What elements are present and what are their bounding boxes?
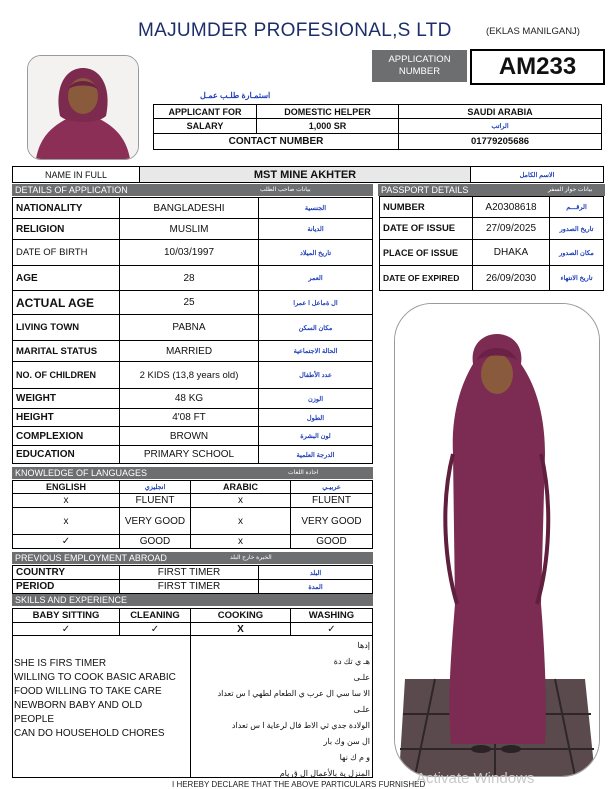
- employment-header-label: PREVIOUS EMPLOYMENT ABROAD: [15, 553, 167, 563]
- education-arabic: الدرجة العلمية: [259, 446, 373, 464]
- living-town-arabic: مكان السكن: [259, 315, 373, 341]
- nationality-arabic: الجنسية: [259, 198, 373, 219]
- nationality-value: BANGLADESHI: [120, 198, 259, 219]
- details-row: [13, 240, 373, 266]
- details-row: [13, 427, 373, 446]
- complexion-label: COMPLEXION: [13, 427, 120, 446]
- name-arabic: الاسم الكامل: [471, 167, 604, 183]
- arabic-verygood-level: VERY GOOD: [291, 508, 373, 535]
- application-number-label: [372, 50, 467, 82]
- country-arabic: البلد: [259, 566, 373, 580]
- english-good-level: GOOD: [120, 535, 191, 549]
- issue-date-arabic: تاريخ الصدور: [550, 218, 604, 240]
- remark-line: SHE IS FIRS TIMER: [14, 658, 107, 669]
- religion-arabic: الديانة: [259, 219, 373, 240]
- details-row: [13, 389, 373, 409]
- details-row: [13, 266, 373, 291]
- nationality-label: NATIONALITY: [13, 198, 120, 219]
- passport-header-label: PASSPORT DETAILS: [381, 185, 469, 195]
- english-heading: ENGLISH: [13, 481, 120, 494]
- details-row: [13, 219, 373, 240]
- arabic-remark-line: إدها: [357, 641, 370, 650]
- children-label: NO. OF CHILDREN: [13, 362, 120, 389]
- applicant-photo-portrait: [27, 55, 139, 160]
- religion-value: MUSLIM: [120, 219, 259, 240]
- english-fluent-level: FLUENT: [120, 494, 191, 508]
- language-row: [13, 535, 373, 549]
- english-heading-arabic: انجليزي: [120, 481, 191, 494]
- applicant-name: MST MINE AKHTER: [140, 167, 471, 183]
- remark-line: WILLING TO COOK BASIC ARABIC: [14, 672, 176, 683]
- details-row: [13, 362, 373, 389]
- skill-cleaning-label: CLEANING: [120, 609, 191, 623]
- arabic-fluent-level: FLUENT: [291, 494, 373, 508]
- details-row: [13, 315, 373, 341]
- marital-status-value: MARRIED: [120, 341, 259, 362]
- arabic-verygood-mark: x: [191, 508, 291, 535]
- contact-value: 01779205686: [399, 134, 602, 150]
- salary-value: 1,000 SR: [257, 119, 399, 134]
- children-arabic: عدد الأطفال: [259, 362, 373, 389]
- salary-label: SALARY: [154, 119, 257, 134]
- applicant-for-value: DOMESTIC HELPER: [257, 105, 399, 119]
- language-row: [13, 494, 373, 508]
- arabic-form-title: استمـارة طلـب عمـل: [200, 91, 271, 100]
- height-arabic: الطول: [259, 409, 373, 427]
- arabic-remark-line: ال سن وك بار: [323, 737, 370, 746]
- language-row: [13, 508, 373, 535]
- details-table: [12, 197, 373, 464]
- age-value: 28: [120, 266, 259, 291]
- skill-baby-sitting-mark: ✓: [13, 623, 120, 636]
- living-town-label: LIVING TOWN: [13, 315, 120, 341]
- actual-age-label: ACTUAL AGE: [13, 291, 120, 315]
- remark-line: NEWBORN BABY AND OLD: [14, 700, 143, 711]
- arabic-remark-line: علـى: [353, 673, 370, 682]
- issue-place-label: PLACE OF ISSUE: [380, 240, 473, 266]
- application-number-value: AM233: [470, 49, 605, 85]
- skill-washing-mark: ✓: [291, 623, 373, 636]
- company-name: MAJUMDER PROFESIONAL,S LTD: [138, 20, 452, 41]
- passport-header-arabic: بيانات جواز السفر: [548, 187, 593, 193]
- age-label: AGE: [13, 266, 120, 291]
- application-label-line1: APPLICATION: [388, 54, 451, 65]
- country-value: FIRST TIMER: [120, 566, 259, 580]
- english-good-mark: ✓: [13, 535, 120, 549]
- languages-header-label: KNOWLEDGE OF LANGUAGES: [15, 468, 148, 478]
- arabic-heading-arabic: عربيـي: [291, 481, 373, 494]
- issue-place-arabic: مكان الصدور: [550, 240, 604, 266]
- dob-value: 10/03/1997: [120, 240, 259, 266]
- portrait-image: [28, 56, 138, 159]
- height-label: HEIGHT: [13, 409, 120, 427]
- dob-arabic: تاريخ الميلاد: [259, 240, 373, 266]
- passport-header: [378, 184, 605, 196]
- height-value: 4'08 FT: [120, 409, 259, 427]
- skill-cooking-mark: X: [191, 623, 291, 636]
- children-value: 2 KIDS (13,8 years old): [120, 362, 259, 389]
- age-arabic: العمر: [259, 266, 373, 291]
- languages-table: [12, 480, 373, 549]
- expiry-date-value: 26/09/2030: [473, 266, 550, 291]
- details-row: [13, 198, 373, 219]
- name-label: NAME IN FULL: [13, 167, 140, 183]
- destination-country: SAUDI ARABIA: [399, 105, 602, 119]
- details-header: [12, 184, 373, 196]
- employment-header: [12, 552, 373, 564]
- education-value: PRIMARY SCHOOL: [120, 446, 259, 464]
- remarks-arabic: [200, 638, 370, 782]
- living-town-value: PABNA: [120, 315, 259, 341]
- actual-age-value: 25: [120, 291, 259, 315]
- arabic-heading: ARABIC: [191, 481, 291, 494]
- skill-cooking-label: COOKING: [191, 609, 291, 623]
- period-value: FIRST TIMER: [120, 580, 259, 594]
- remarks-english: [14, 657, 194, 741]
- issue-date-label: DATE OF ISSUE: [380, 218, 473, 240]
- english-fluent-mark: x: [13, 494, 120, 508]
- name-table: [12, 166, 604, 183]
- details-row: [13, 341, 373, 362]
- issue-date-value: 27/09/2025: [473, 218, 550, 240]
- applicant-for-label: APPLICANT FOR: [154, 105, 257, 119]
- arabic-remark-line: هـ ي تك دة: [333, 657, 370, 666]
- passport-number-label: NUMBER: [380, 197, 473, 218]
- employment-table: [12, 565, 373, 594]
- marital-status-arabic: الحالة الاجتماعية: [259, 341, 373, 362]
- period-label: PERIOD: [13, 580, 120, 594]
- contact-label: CONTACT NUMBER: [154, 134, 399, 150]
- weight-label: WEIGHT: [13, 389, 120, 409]
- actual-age-arabic: ال ةماعل ا عمرا: [259, 291, 373, 315]
- passport-table: [379, 196, 604, 291]
- arabic-remark-line: الولادة جدي ثي الاط فال لرعاية ا س تعداد: [231, 721, 370, 730]
- expiry-date-arabic: تاريخ الانتهاء: [550, 266, 604, 291]
- arabic-remark-line: الا سا سي ال عرب ي الطعام لطهي ا س تعداد: [217, 689, 370, 698]
- arabic-fluent-mark: x: [191, 494, 291, 508]
- job-info-table: [153, 104, 602, 150]
- skill-baby-sitting-label: BABY SITTING: [13, 609, 120, 623]
- country-label: COUNTRY: [13, 566, 120, 580]
- religion-label: RELIGION: [13, 219, 120, 240]
- passport-number-arabic: الرقـــم: [550, 197, 604, 218]
- expiry-date-label: DATE OF EXPIRED: [380, 266, 473, 291]
- skill-cleaning-mark: ✓: [120, 623, 191, 636]
- arabic-good-level: GOOD: [291, 535, 373, 549]
- complexion-value: BROWN: [120, 427, 259, 446]
- details-row: [13, 446, 373, 464]
- activation-watermark: Activate Windows: [416, 770, 535, 787]
- remark-line: CAN DO HOUSEHOLD CHORES: [14, 728, 165, 739]
- arabic-good-mark: x: [191, 535, 291, 549]
- details-header-arabic: بيانات صاحب الطلب: [260, 187, 311, 193]
- applicant-photo-full-body: [394, 303, 600, 777]
- details-header-label: DETAILS OF APPLICATION: [15, 185, 128, 195]
- dob-label: DATE OF BIRTH: [13, 240, 120, 266]
- salary-arabic: الراتب: [399, 119, 602, 134]
- education-label: EDUCATION: [13, 446, 120, 464]
- languages-header-arabic: اجادة اللغات: [288, 470, 319, 476]
- english-verygood-mark: x: [13, 508, 120, 535]
- arabic-remark-line: علـى: [353, 705, 370, 714]
- languages-header: [12, 467, 373, 479]
- complexion-arabic: لون البشرة: [259, 427, 373, 446]
- details-row: [13, 409, 373, 427]
- declaration-text: I HEREBY DECLARE THAT THE ABOVE PARTICULARS FURNISHED: [172, 780, 426, 789]
- full-body-image: [395, 304, 599, 776]
- period-arabic: المدة: [259, 580, 373, 594]
- employment-header-arabic: الخبرة خارج البلد: [230, 555, 272, 561]
- marital-status-label: MARITAL STATUS: [13, 341, 120, 362]
- skills-header: SKILLS AND EXPERIENCE: [12, 594, 373, 606]
- company-branch: (EKLAS MANILGANJ): [486, 26, 580, 37]
- details-row: [13, 291, 373, 315]
- arabic-remark-line: المنزل ية بالأعمال ال ق يام: [279, 769, 370, 778]
- application-label-line2: NUMBER: [398, 66, 441, 77]
- passport-number-value: A20308618: [473, 197, 550, 218]
- weight-value: 48 KG: [120, 389, 259, 409]
- weight-arabic: الوزن: [259, 389, 373, 409]
- issue-place-value: DHAKA: [473, 240, 550, 266]
- arabic-remark-line: و م ك نها: [339, 753, 370, 762]
- english-verygood-level: VERY GOOD: [120, 508, 191, 535]
- remark-line: FOOD WILLING TO TAKE CARE: [14, 686, 162, 697]
- skill-washing-label: WASHING: [291, 609, 373, 623]
- remark-line: PEOPLE: [14, 714, 55, 725]
